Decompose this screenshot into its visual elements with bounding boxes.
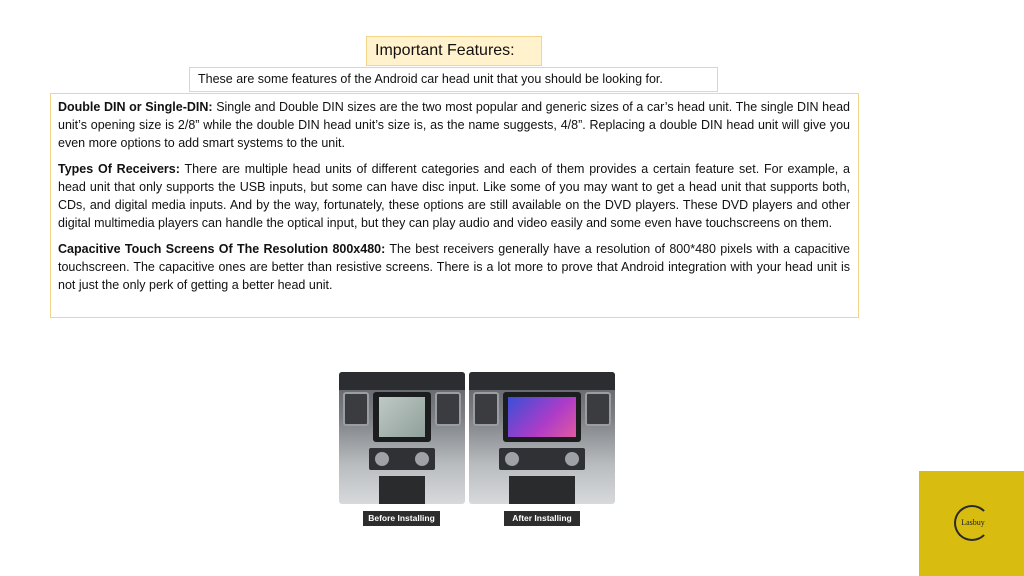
feature-paragraph-din — [58, 98, 850, 152]
after-installing-label: After Installing — [504, 511, 580, 526]
features-text-box — [50, 93, 859, 318]
slide-title: Important Features: — [366, 36, 542, 66]
feature-paragraph-touchscreen — [58, 240, 850, 294]
feature-paragraph-receivers — [58, 160, 850, 232]
feature-heading: Capacitive Touch Screens Of The Resolution 800x480: — [58, 242, 386, 256]
slide-subtitle: These are some features of the Android car head unit that you should be looking for. — [189, 67, 718, 92]
feature-text: There are multiple head units of different categories and each of them provides a certain feature set. For example, a head unit that only supports the USB inputs, but some can have disc input. Like some of you may want to get a head unit that supports both, CDs, and digital media inputs. And by the way, fortunately, these options are still available on the DVD players. These DVD players and other digital multimedia players can handle the optical input, but they can play audio and video easily and some even have touchscreens on them. — [58, 162, 850, 230]
feature-heading: Double DIN or Single-DIN: — [58, 100, 213, 114]
logo-panel — [919, 471, 1024, 576]
feature-heading: Types Of Receivers: — [58, 162, 180, 176]
feature-text: Single and Double DIN sizes are the two most popular and generic sizes of a car’s head unit. The single DIN head unit’s opening size is 2/8” while the double DIN head unit’s size is, as the name suggests, 4/8”. Replacing a double DIN head unit will give you even more options to add smart systems to the unit. — [58, 100, 850, 150]
after-installing-photo — [469, 372, 615, 504]
feature-text: The best receivers generally have a resolution of 800*480 pixels with a capacitive touchscreen. The capacitive ones are better than resistive screens. There is a lot more to prove that Android integration with your head unit is not just the only perk of getting a better head unit. — [58, 242, 850, 292]
before-installing-photo — [339, 372, 465, 504]
logo-text: Lasbuy — [961, 518, 985, 527]
before-installing-label: Before Installing — [363, 511, 440, 526]
